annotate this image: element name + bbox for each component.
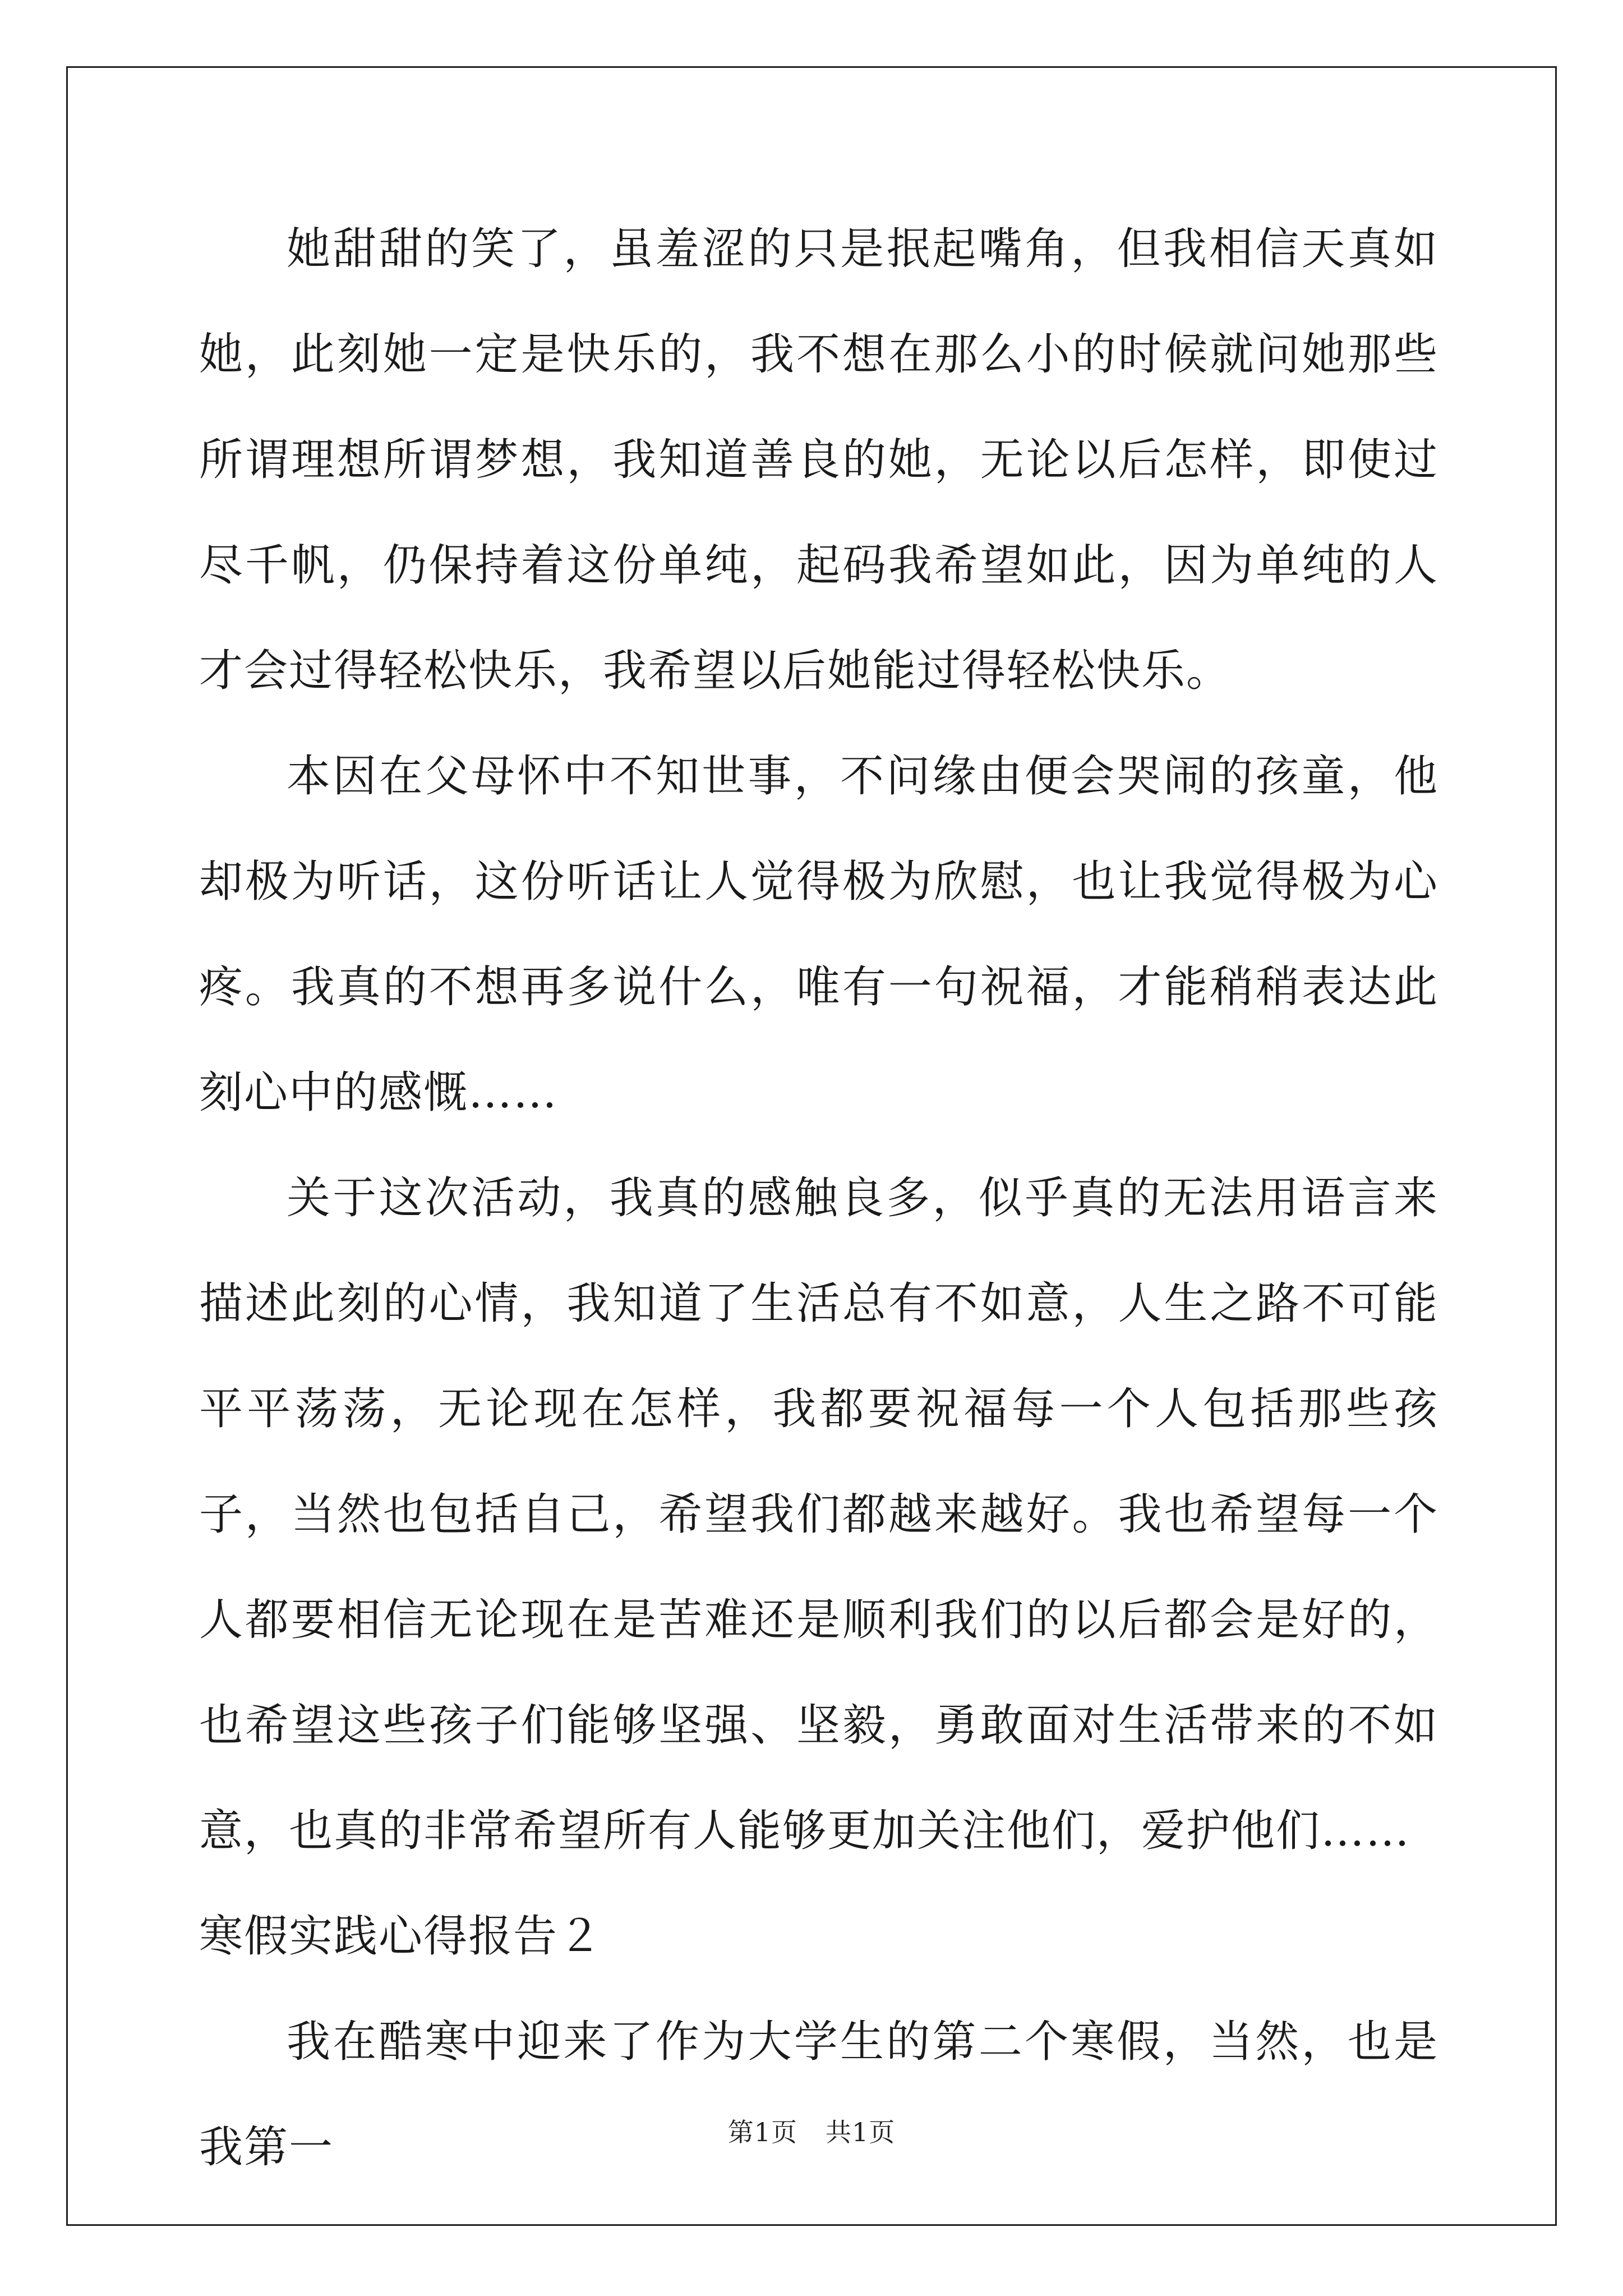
paragraph: 本因在父母怀中不知世事，不问缘由便会哭闹的孩童，他却极为听话，这份听话让人觉得极为欣慰，也让我觉得极为心疼。我真的不想再多说什么，唯有一句祝福，才能稍稍表达此刻心中的感慨…… (199, 751, 1438, 1118)
document-body (199, 196, 1438, 2200)
paragraph: 我在酷寒中迎来了作为大学生的第二个寒假，当然，也是我第一 (199, 2017, 1438, 2173)
paragraph: 她甜甜的笑了，虽羞涩的只是抿起嘴角，但我相信天真如她，此刻她一定是快乐的，我不想在那么小的时候就问她那些所谓理想所谓梦想，我知道善良的她，无论以后怎样，即使过尽千帆，仍保持着这份单纯，起码我希望如此，因为单纯的人才会过得轻松快乐，我希望以后她能过得轻松快乐。 (199, 224, 1438, 696)
paragraph: 关于这次活动，我真的感触良多，似乎真的无法用语言来描述此刻的心情，我知道了生活总有不如意，人生之路不可能平平荡荡，无论现在怎样，我都要祝福每一个人包括那些孩子，当然也包括自己，希望我们都越来越好。我也希望每一个人都要相信无论现在是苦难还是顺利我们的以后都会是好的，也希望这些孩子们能够坚强、坚毅，勇敢面对生活带来的不如意，也真的非常希望所有人能够更加关注他们，爱护他们…… (199, 1173, 1438, 1856)
page-footer (0, 2112, 1623, 2149)
page-number: 第1页 (727, 2117, 797, 2147)
page-total: 共1页 (826, 2117, 896, 2147)
section-heading: 寒假实践心得报告２ (199, 1911, 603, 1962)
